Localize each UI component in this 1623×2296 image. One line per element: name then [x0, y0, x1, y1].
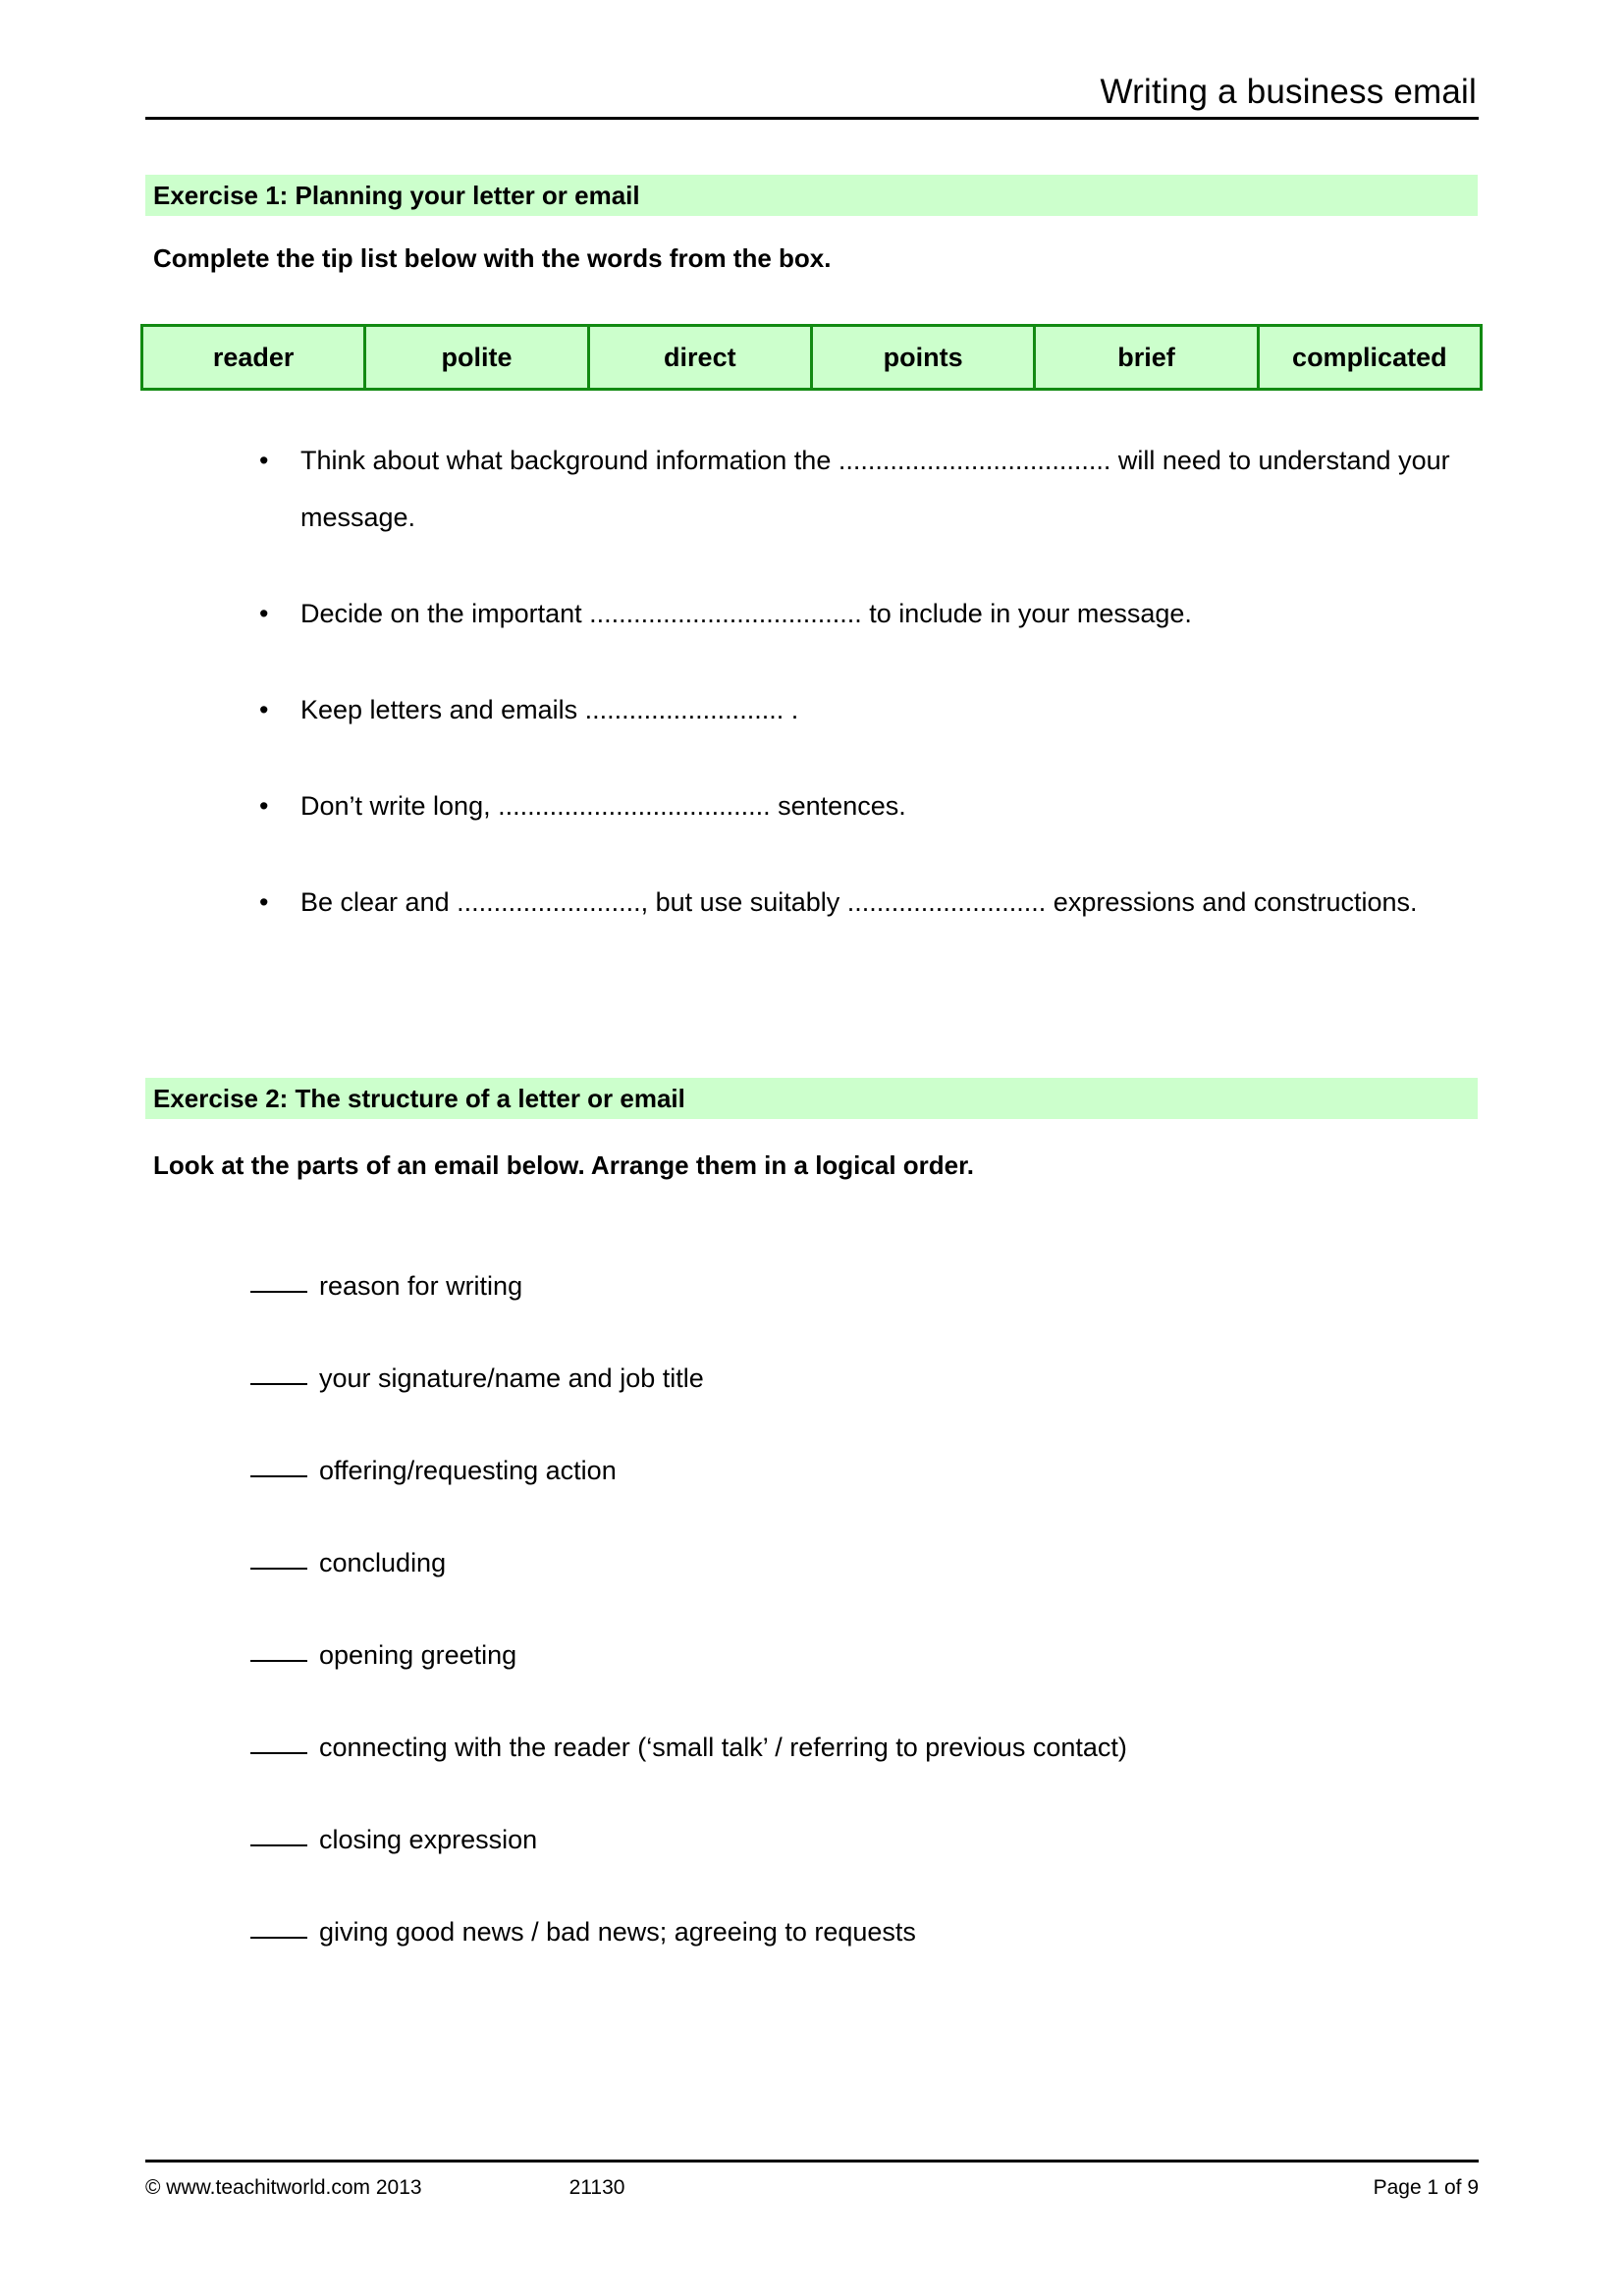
list-item — [250, 1635, 1483, 1675]
tip-text: Don’t write long, ..................................... sentences. — [300, 791, 906, 821]
exercise-2-instruction: Look at the parts of an email below. Arrange them in a logical order. — [153, 1150, 975, 1180]
list-item — [250, 1728, 1483, 1767]
answer-blank-7[interactable] — [250, 1937, 307, 1939]
footer-copyright: © www.teachitworld.com 2013 — [145, 2176, 422, 2199]
list-item — [250, 1451, 1483, 1490]
bullet-icon: • — [259, 599, 269, 628]
word-box-cell-5: complicated — [1258, 326, 1481, 390]
answer-blank-4[interactable] — [250, 1660, 307, 1662]
exercise-2-ordering-list — [250, 1266, 1483, 2004]
list-item — [250, 1820, 1483, 1859]
order-item-label: your signature/name and job title — [319, 1363, 704, 1393]
answer-blank-3[interactable] — [250, 1568, 307, 1570]
word-box-cell-1: polite — [365, 326, 588, 390]
order-item-label: reason for writing — [319, 1271, 523, 1301]
page-header — [145, 75, 1479, 120]
order-item-label: concluding — [319, 1548, 447, 1577]
word-box-table — [140, 324, 1483, 391]
list-item — [250, 1359, 1483, 1398]
answer-blank-6[interactable] — [250, 1844, 307, 1846]
order-item-label: opening greeting — [319, 1640, 517, 1670]
order-item-label: offering/requesting action — [319, 1456, 617, 1485]
header-divider — [145, 117, 1479, 120]
tip-text: Decide on the important ..................................... to include in your message. — [300, 599, 1192, 628]
list-item — [250, 1543, 1483, 1582]
answer-blank-2[interactable] — [250, 1475, 307, 1477]
exercise-1-heading: Exercise 1: Planning your letter or email — [145, 175, 1478, 216]
exercise-2-heading: Exercise 2: The structure of a letter or email — [145, 1078, 1478, 1119]
tip-text: Keep letters and emails ........................... . — [300, 695, 799, 724]
answer-blank-1[interactable] — [250, 1383, 307, 1385]
word-box-cell-2: direct — [588, 326, 811, 390]
order-item-label: connecting with the reader (‘small talk’ / referring to previous contact) — [319, 1733, 1127, 1762]
word-box-cell-4: brief — [1035, 326, 1258, 390]
table-row — [142, 326, 1482, 390]
tip-text: Be clear and ........................., but use suitably ........................... expressions and constructions. — [300, 887, 1418, 917]
bullet-icon: • — [259, 887, 269, 917]
list-item — [250, 1266, 1483, 1306]
footer-divider — [145, 2160, 1479, 2163]
answer-blank-0[interactable] — [250, 1291, 307, 1293]
word-box-cell-0: reader — [142, 326, 365, 390]
exercise-1-tip-list — [236, 432, 1483, 931]
page-footer — [145, 2160, 1479, 2200]
order-item-label: closing expression — [319, 1825, 538, 1854]
bullet-icon: • — [259, 446, 269, 475]
list-item — [236, 874, 1483, 931]
word-box-cell-3: points — [811, 326, 1034, 390]
list-item — [236, 585, 1483, 642]
exercise-1-instruction: Complete the tip list below with the words from the box. — [153, 243, 832, 273]
footer-resource-id: 21130 — [568, 2176, 625, 2199]
order-item-label: giving good news / bad news; agreeing to requests — [319, 1917, 916, 1947]
tip-text: Think about what background information the ..................................... will need to understand your message. — [300, 446, 1450, 532]
bullet-icon: • — [259, 695, 269, 724]
list-item — [236, 432, 1483, 546]
footer-page-number: Page 1 of 9 — [1373, 2176, 1479, 2199]
header-title: Writing a business email — [1100, 73, 1477, 111]
list-item — [250, 1912, 1483, 1951]
answer-blank-5[interactable] — [250, 1752, 307, 1754]
list-item — [236, 777, 1483, 834]
list-item — [236, 681, 1483, 738]
bullet-icon: • — [259, 791, 269, 821]
